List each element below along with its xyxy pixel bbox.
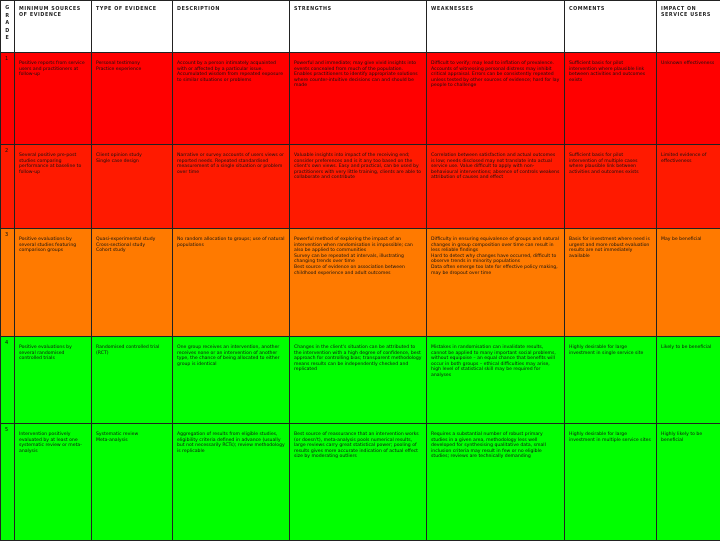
comments-cell: Highly desirable for large investment in single service site <box>565 337 657 424</box>
weakness-item: Difficulty in ensuring equivalence of groups and natural changes in group composition over time can result in less reliable findings <box>431 237 560 254</box>
header-comments: COMMENTS <box>565 1 657 53</box>
description-cell: No random allocation to groups; use of natural populations <box>173 229 290 337</box>
description-cell: One group receives an intervention, another receives none or an intervention of another type, the chance of being allocated to either group is identical <box>173 337 290 424</box>
impact-cell: Likely to be beneficial <box>657 337 720 424</box>
strength-item: Powerful method of exploring the impact of an intervention when randomisation is impossible; can also be applied to communities <box>294 237 422 254</box>
weaknesses-cell: Requires a substantial number of robust primary studies in a given area, methodology less well developed for synthesising qualitative data, small inclusion criteria may result in few or no eligible studies; reviews are technically demanding <box>427 424 565 541</box>
grade-letter: R <box>2 13 13 21</box>
strengths-cell: Powerful and immediate; may give vivid insights into events concealed from much of the population. Enables practitioners to identify appropriate solutions where counter-intuitive decisions can and should be made <box>290 53 427 145</box>
grade-letter: D <box>2 28 13 36</box>
grade-cell: 2 <box>1 145 15 229</box>
type-item: Single case design <box>96 159 168 165</box>
impact-cell: May be beneficial <box>657 229 720 337</box>
impact-cell: Unknown effectiveness <box>657 53 720 145</box>
comments-cell: Sufficient basis for pilot intervention where plausible link between activities and outcomes exists <box>565 53 657 145</box>
min-sources-cell: Positive reports from service users and practitioners at follow-up <box>15 53 92 145</box>
grade-letter: A <box>2 20 13 28</box>
strength-item: Best source of evidence on association between childhood experience and adult outcomes <box>294 265 422 276</box>
header-min-sources: MINIMUM SOURCES OF EVIDENCE <box>15 1 92 53</box>
type-item: Client opinion study <box>96 153 168 159</box>
comments-cell: Highly desirable for large investment in multiple service sites <box>565 424 657 541</box>
table-row <box>1 424 720 541</box>
weaknesses-cell <box>427 229 565 337</box>
type-item: Randomised controlled trial (RCT) <box>96 345 168 356</box>
weaknesses-cell: Mistakes in randomisation can invalidate results, cannot be applied to many important social problems, without equipoise – an equal chance that benefits will occur in both groups – ethical difficulties may arise, high level of statistical skill may be required for analyses <box>427 337 565 424</box>
strengths-cell: Valuable insights into impact of the receiving end; consider preferences and is it any too based on the client's own views. Easy and practical, can be used by practitioners with very little training, clients are able to collaborate and contribute <box>290 145 427 229</box>
table-row <box>1 53 720 145</box>
weaknesses-cell: Correlation between satisfaction and actual outcomes is low; needs disclosed may not translate into actual service use. Value difficult to apply with non-behavioural interventions; absence of controls weakens attribution of causes and effect <box>427 145 565 229</box>
grade-letter: G <box>2 5 13 13</box>
type-cell <box>92 424 173 541</box>
strengths-cell <box>290 229 427 337</box>
header-description: DESCRIPTION <box>173 1 290 53</box>
grade-cell: 5 <box>1 424 15 541</box>
header-impact: IMPACT ON SERVICE USERS <box>657 1 720 53</box>
weakness-item: Data often emerge too late for effective policy making, may be dropout over time <box>431 265 560 276</box>
grade-letter: E <box>2 35 13 43</box>
grade-cell: 3 <box>1 229 15 337</box>
grade-cell: 4 <box>1 337 15 424</box>
description-cell: Narrative or survey accounts of users views or reported needs. Repeated standardised measurement of a single situation or problem over time <box>173 145 290 229</box>
strengths-cell: Best source of reassurance that an intervention works (or doesn't), meta-analysis pools numerical results, large reviews carry great statistical power; pooling of results gives more accurate indication of actual effect size by moderating outliers <box>290 424 427 541</box>
type-item: Practice experience <box>96 67 168 73</box>
weakness-item: Hard to detect why changes have occurred, difficult to observe trends in minority populations <box>431 254 560 265</box>
grade-cell: 1 <box>1 53 15 145</box>
header-weaknesses: WEAKNESSES <box>427 1 565 53</box>
type-item: Quasi-experimental study <box>96 237 168 243</box>
type-item: Cross-sectional study <box>96 243 168 249</box>
strength-item: Survey can be repeated at intervals, illustrating changing trends over time <box>294 254 422 265</box>
table-row <box>1 337 720 424</box>
type-cell <box>92 337 173 424</box>
type-cell <box>92 229 173 337</box>
min-sources-cell: Positive evaluations by several randomised controlled trials <box>15 337 92 424</box>
impact-cell: Highly likely to be beneficial <box>657 424 720 541</box>
type-item: Cohort study <box>96 248 168 254</box>
impact-cell: Limited evidence of effectiveness <box>657 145 720 229</box>
min-sources-cell: Intervention positively evaluated by at least one systematic review or meta-analysis <box>15 424 92 541</box>
header-strengths: STRENGTHS <box>290 1 427 53</box>
table-row <box>1 229 720 337</box>
type-item: Meta-analysis <box>96 438 168 444</box>
weaknesses-cell: Difficult to verify; may lead to inflation of prevalence. Accounts of witnessing personal distress may inhibit critical appraisal. Errors can be consistently repeated unless tested by other sources of evidence; hard for lay people to challenge <box>427 53 565 145</box>
comments-cell: Sufficient basis for pilot intervention of multiple cases where plausible link between activities and outcomes exists <box>565 145 657 229</box>
type-item: Personal testimony <box>96 61 168 67</box>
comments-cell: Basis for investment where need is urgent and more robust evaluation results are not immediately available <box>565 229 657 337</box>
strengths-cell: Changes in the client's situation can be attributed to the intervention with a high degree of confidence, best approach for controlling bias; transparent methodology means results can be independently checked and replicated <box>290 337 427 424</box>
table-row <box>1 145 720 229</box>
type-item: Systematic review <box>96 432 168 438</box>
description-cell: Aggregation of results from eligible studies, eligibility criteria defined in advance (usually but not necessarily RCTs); review methodology is replicable <box>173 424 290 541</box>
description-cell: Account by a person intimately acquainted with or affected by a particular issue. Accumulated wisdom from repeated exposure to similar situations or problems <box>173 53 290 145</box>
header-grade <box>1 1 15 53</box>
header-row <box>1 1 720 53</box>
type-cell <box>92 145 173 229</box>
type-cell <box>92 53 173 145</box>
min-sources-cell: Positive evaluations by several studies featuring comparison groups <box>15 229 92 337</box>
min-sources-cell: Several positive pre-post studies comparing performance at baseline to follow-up <box>15 145 92 229</box>
header-type: TYPE OF EVIDENCE <box>92 1 173 53</box>
